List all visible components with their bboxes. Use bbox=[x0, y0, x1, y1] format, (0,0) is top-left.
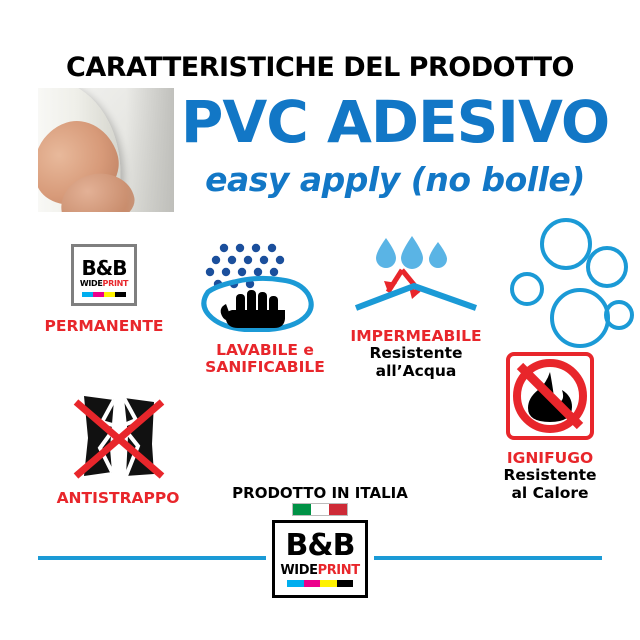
divider-left bbox=[38, 556, 266, 560]
feature-ignifugo-label-3: al Calore bbox=[511, 483, 589, 502]
feature-lavabile-label-2: SANIFICABILE bbox=[205, 358, 325, 377]
feature-lavabile-label-1: LAVABILE e bbox=[216, 341, 314, 359]
brand-logo-name: B&B bbox=[285, 528, 355, 563]
feature-ignifugo bbox=[470, 352, 630, 502]
brand-logo-sub: WIDEPRINT bbox=[280, 563, 360, 578]
feature-antistrappo bbox=[28, 392, 208, 507]
water-drops-icon bbox=[336, 236, 496, 322]
no-fire-icon bbox=[470, 352, 630, 444]
bubble-icon bbox=[510, 272, 544, 306]
bubble-icon bbox=[540, 218, 592, 270]
brand-logo bbox=[272, 520, 368, 598]
no-tear-icon bbox=[28, 392, 208, 484]
feature-permanente bbox=[24, 244, 184, 335]
small-logo-sub: WIDEPRINT bbox=[79, 279, 129, 288]
feature-impermeabile-label-3: all’Acqua bbox=[375, 361, 457, 380]
brand-logo-bars bbox=[287, 580, 353, 587]
bubble-icon bbox=[604, 300, 634, 330]
bb-logo-icon bbox=[71, 244, 137, 306]
feature-ignifugo-label-2: Resistente bbox=[503, 466, 597, 485]
product-title: PVC ADESIVO bbox=[180, 88, 610, 156]
italy-flag-icon bbox=[292, 503, 348, 516]
bubble-icon bbox=[550, 288, 610, 348]
small-logo-name: B&B bbox=[81, 256, 127, 280]
feature-lavabile bbox=[180, 240, 350, 377]
feature-impermeabile-label-2: Resistente bbox=[369, 344, 463, 363]
bubble-icon bbox=[586, 246, 628, 288]
feature-ignifugo-label-1: IGNIFUGO bbox=[506, 449, 594, 467]
divider-right bbox=[374, 556, 602, 560]
page-title: CARATTERISTICHE DEL PRODOTTO bbox=[66, 52, 574, 83]
photo-shadow bbox=[126, 88, 174, 212]
peeling-film-photo bbox=[38, 88, 174, 212]
product-subtitle: easy apply (no bolle) bbox=[205, 160, 585, 199]
feature-impermeabile-label-1: IMPERMEABILE bbox=[350, 327, 482, 345]
small-logo-bars bbox=[82, 292, 126, 297]
feature-antistrappo-label: ANTISTRAPPO bbox=[56, 489, 180, 507]
glove-spray-icon bbox=[180, 240, 350, 332]
made-in-italy-label: PRODOTTO IN ITALIA bbox=[232, 484, 408, 502]
feature-permanente-label: PERMANENTE bbox=[44, 317, 164, 335]
